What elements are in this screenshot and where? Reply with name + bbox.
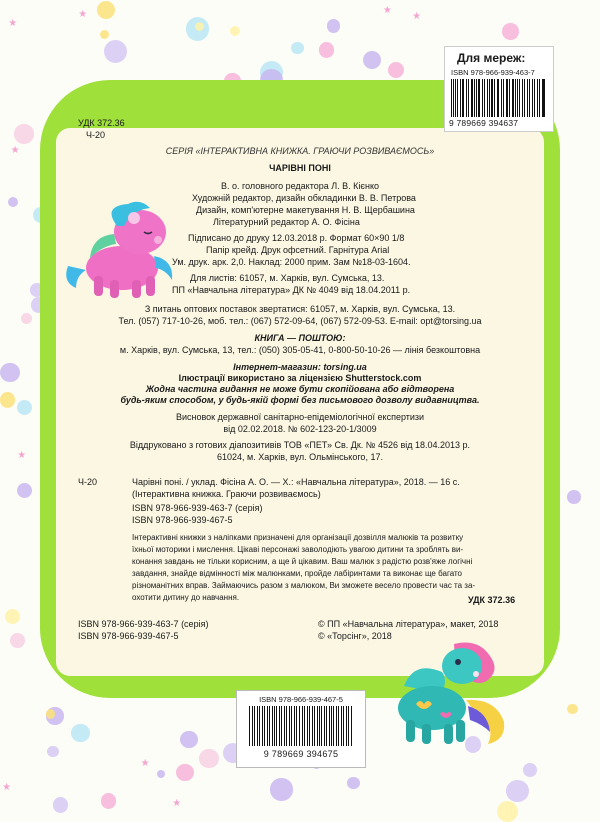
confetti-dot <box>327 19 340 32</box>
barcode-digits: 9 789669 394675 <box>237 749 365 760</box>
barcode-bar <box>252 706 253 746</box>
confetti-dot <box>0 392 15 407</box>
barcode-bar <box>487 79 488 117</box>
copyright-line: © ПП «Навчальна література», макет, 2018 <box>318 619 498 630</box>
phones-line: Тел. (057) 717-10-26, моб. тел.: (067) 572-09-64, (067) 572-09-53. E-mail: opt@torsing.ua <box>56 316 544 327</box>
annotation-line: Інтерактивні книжки з наліпками призначені для організації дозвілля малюків та розвитку <box>132 533 463 543</box>
barcode-bar <box>532 79 533 117</box>
barcode-bar <box>529 79 531 117</box>
confetti-dot <box>567 704 578 715</box>
barcode-bar <box>539 79 540 117</box>
barcode-bar <box>457 79 458 117</box>
confetti-star: ★ <box>78 10 87 20</box>
barcode-bar <box>462 79 464 117</box>
barcode-bar <box>309 706 310 746</box>
barcode-bar <box>267 706 268 746</box>
mail-order-text: м. Харків, вул. Сумська, 13, тел.: (050) 305-05-41, 0-800-50-10-26 — лінія безкоштовна <box>56 345 544 356</box>
confetti-dot <box>502 23 519 40</box>
barcode-bar <box>299 706 300 746</box>
udk-top: УДК 372.36 <box>78 118 125 129</box>
barcode-bar <box>276 706 277 746</box>
barcode-bar <box>319 706 320 746</box>
barcode-bar <box>509 79 511 117</box>
barcode-bar <box>348 706 349 746</box>
annotation-line: конання завдань не тільки корисним, а ще й цікавим. Ваш малюк з радістю розв'яже логічні <box>132 557 472 567</box>
publisher-line: ПП «Навчальна література» ДК № 4049 від 18.04.2011 р. <box>172 285 410 296</box>
barcode-bar <box>468 79 470 117</box>
expertise-line: Висновок державної санітарно-епідеміологічної експертизи <box>56 412 544 423</box>
barcode-bar <box>506 79 508 117</box>
confetti-dot <box>5 609 20 624</box>
barcode-label: Для мереж: <box>457 51 525 65</box>
online-shop: Інтернет-магазин: torsing.ua <box>56 362 544 373</box>
annotation-line: їхньої моторики і мислення. Цікаві персонажі заволодіють увагою дитини та зроблять ви- <box>132 545 463 555</box>
series-title: СЕРІЯ «ІНТЕРАКТИВНА КНИЖКА. ГРАЮЧИ РОЗВИВАЄМОСЬ» <box>56 146 544 157</box>
barcode-isbn: ISBN 978-966-939-467-5 <box>237 695 365 704</box>
confetti-dot <box>497 801 519 822</box>
barcode-bar <box>460 79 461 117</box>
barcode-bar <box>474 79 475 117</box>
teal-pony-illustration <box>384 640 514 752</box>
isbn-bottom: ISBN 978-966-939-467-5 <box>78 631 179 642</box>
confetti-star: ★ <box>141 759 150 769</box>
confetti-dot <box>71 724 90 743</box>
barcode-bar <box>512 79 514 117</box>
confetti-dot <box>363 51 381 69</box>
confetti-dot <box>567 490 580 503</box>
barcode-bar <box>262 706 263 746</box>
bib-line: ISBN 978-966-939-463-7 (серія) <box>132 503 262 514</box>
barcode-bar <box>494 79 495 117</box>
barcode-bar <box>478 79 480 117</box>
illustrations-license: Ілюстрації використано за ліцензією Shutterstock.com <box>56 373 544 384</box>
confetti-star: ★ <box>11 146 20 156</box>
confetti-star: ★ <box>17 451 26 461</box>
barcode-bar <box>249 706 250 746</box>
barcode-bar <box>274 706 275 746</box>
confetti-dot <box>291 42 303 54</box>
copyright-line: © «Торсінг», 2018 <box>318 631 392 642</box>
letters-address: Для листів: 61057, м. Харків, вул. Сумська, 13. <box>190 273 384 284</box>
udk-bottom: УДК 372.36 <box>468 595 515 606</box>
barcode-bar <box>341 706 342 746</box>
confetti-star: ★ <box>2 783 11 793</box>
confetti-dot <box>53 797 68 812</box>
barcode-bar <box>522 79 524 117</box>
confetti-dot <box>199 749 218 768</box>
barcode-bar <box>451 79 452 117</box>
code-top: Ч-20 <box>86 130 105 141</box>
print-info-line: Папір крейд. Друк офсетний. Гарнітура Arial <box>206 245 389 256</box>
expertise-line: від 02.02.2018. № 602-123-20-1/3009 <box>56 424 544 435</box>
confetti-dot <box>8 197 18 207</box>
annotation-line: різноманітних вправ. Займаючись разом з малюком, Ви зможете весело провести час та за- <box>132 581 475 591</box>
barcode-bar <box>542 79 543 117</box>
confetti-dot <box>100 30 109 39</box>
barcode-bar <box>264 706 265 746</box>
confetti-star: ★ <box>8 19 17 29</box>
barcode-bar <box>491 79 493 117</box>
bib-code: Ч-20 <box>78 477 97 488</box>
annotation-line: завдання, знайде відмінності між малюнками, пройде лабіринтами та виконає ще багато <box>132 569 462 579</box>
barcode-bar <box>543 79 545 117</box>
confetti-dot <box>506 780 529 803</box>
barcode-bar <box>329 706 330 746</box>
barcode-bar <box>302 706 303 746</box>
confetti-dot <box>101 793 116 808</box>
confetti-dot <box>176 764 194 782</box>
confetti-dot <box>319 42 334 57</box>
barcode-bar <box>519 79 520 117</box>
barcode-bar <box>314 706 315 746</box>
printed-by-line: 61024, м. Харків, вул. Ольмінського, 17. <box>56 452 544 463</box>
confetti-dot <box>270 778 292 800</box>
confetti-star: ★ <box>412 12 421 22</box>
barcode-bars <box>451 79 547 117</box>
bib-line: Чарівні поні. / уклад. Фісіна А. О. — Х.: «Навчальна література», 2018. — 16 с. <box>132 477 460 488</box>
confetti-dot <box>46 709 55 718</box>
barcode-bar <box>524 79 525 117</box>
barcode-bar <box>453 79 454 117</box>
barcode-bar <box>471 79 473 117</box>
top-barcode-box <box>444 46 554 132</box>
barcode-bar <box>501 79 503 117</box>
barcode-bar <box>476 79 477 117</box>
confetti-dot <box>523 763 537 777</box>
barcode-bar <box>254 706 255 746</box>
barcode-digits: 9 789669 394637 <box>449 118 518 128</box>
barcode-bar <box>482 79 484 117</box>
barcode-bar <box>455 79 456 117</box>
barcode-bar <box>517 79 518 117</box>
book-title: ЧАРІВНІ ПОНІ <box>56 163 544 174</box>
barcode-bar <box>296 706 297 746</box>
barcode-bar <box>289 706 290 746</box>
print-info-line: Ум. друк. арк. 2,0. Наклад: 2000 прим. Зам №18-03-1604. <box>172 257 411 268</box>
bottom-barcode-box <box>236 690 366 768</box>
barcode-bar <box>286 706 287 746</box>
bib-line: ISBN 978-966-939-467-5 <box>132 515 233 526</box>
barcode-bar <box>534 79 535 117</box>
copyright-warning: Жодна частина видання не може бути скопійована або відтворена <box>56 384 544 395</box>
confetti-dot <box>104 40 127 63</box>
confetti-dot <box>17 400 32 415</box>
confetti-dot <box>388 62 404 78</box>
barcode-bar <box>497 79 498 117</box>
barcode-bar <box>537 79 538 117</box>
confetti-dot <box>10 633 25 648</box>
confetti-star: ★ <box>172 799 181 809</box>
barcode-bar <box>312 706 313 746</box>
confetti-dot <box>0 363 20 383</box>
confetti-dot <box>47 746 59 758</box>
barcode-bars <box>249 706 353 746</box>
barcode-bar <box>259 706 260 746</box>
credit-line: Дизайн, комп'ютерне макетування Н. В. Щербашина <box>196 205 415 216</box>
credit-line: Літературний редактор А. О. Фісіна <box>213 217 360 228</box>
barcode-bar <box>503 79 504 117</box>
bib-line: (Інтерактивна книжка. Граючи розвиваємось) <box>132 489 321 500</box>
confetti-dot <box>14 124 33 143</box>
barcode-bar <box>489 79 490 117</box>
confetti-dot <box>21 313 32 324</box>
print-info-line: Підписано до друку 12.03.2018 р. Формат 60×90 1/8 <box>188 233 404 244</box>
isbn-bottom: ISBN 978-966-939-463-7 (серія) <box>78 619 208 630</box>
barcode-bar <box>484 79 485 117</box>
barcode-bar <box>515 79 516 117</box>
credit-line: В. о. головного редактора Л. В. Кієнко <box>180 181 420 192</box>
mail-order-title: КНИГА — ПОШТОЮ: <box>56 333 544 344</box>
confetti-dot <box>157 770 165 778</box>
barcode-bar <box>281 706 282 746</box>
pink-pony-illustration <box>62 196 186 302</box>
annotation-line: охотити дитину до навчання. <box>132 593 239 603</box>
copyright-warning: будь-яким способом, у будь-якій формі без письмового дозволу видавництва. <box>56 395 544 406</box>
confetti-star: ★ <box>383 6 392 16</box>
barcode-bar <box>343 706 344 746</box>
barcode-isbn: ISBN 978-966-939-463-7 <box>451 68 535 77</box>
printed-by-line: Віддруковано з готових діапозитивів ТОВ «ПЕТ» Св. Дк. № 4526 від 18.04.2013 р. <box>56 440 544 451</box>
barcode-bar <box>294 706 295 746</box>
confetti-dot <box>347 777 359 789</box>
barcode-bar <box>304 706 305 746</box>
barcode-bar <box>324 706 325 746</box>
confetti-dot <box>17 483 32 498</box>
barcode-bar <box>338 706 339 746</box>
confetti-dot <box>230 26 240 36</box>
barcode-bar <box>291 706 292 746</box>
confetti-dot <box>97 1 115 19</box>
barcode-bar <box>498 79 499 117</box>
credit-line: Художній редактор, дизайн обкладинки В. В. Петрова <box>192 193 416 204</box>
barcode-bar <box>336 706 337 746</box>
barcode-bar <box>527 79 528 117</box>
wholesale-contact: З питань оптових поставок звертатися: 61057, м. Харків, вул. Сумська, 13. <box>56 304 544 315</box>
barcode-bar <box>466 79 467 117</box>
confetti-dot <box>180 731 198 749</box>
